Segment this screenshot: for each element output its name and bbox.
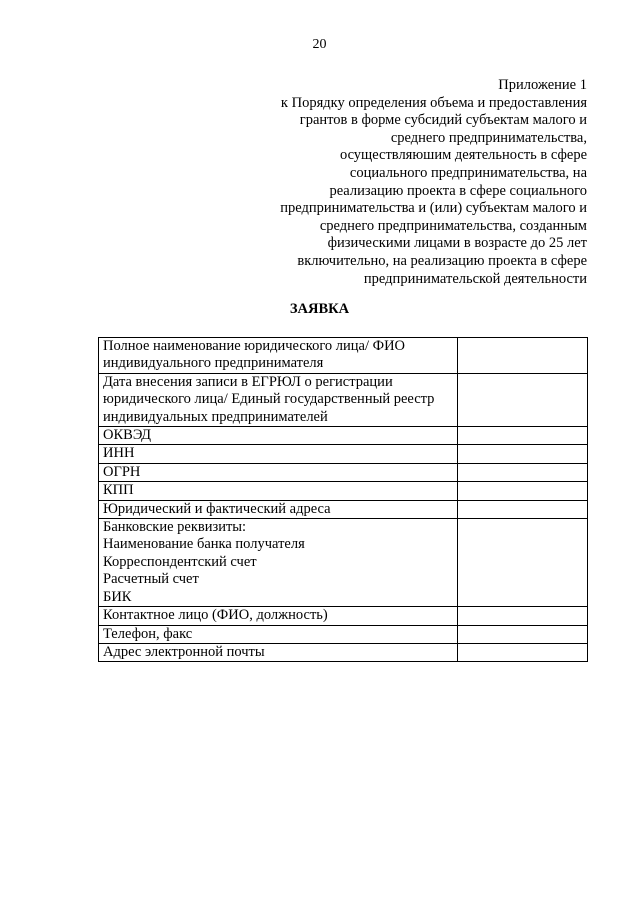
appendix-line: реализацию проекта в сфере социального bbox=[329, 182, 587, 199]
field-value-cell[interactable] bbox=[457, 427, 587, 445]
table-row bbox=[99, 607, 588, 625]
field-value-cell[interactable] bbox=[457, 625, 587, 643]
table-row bbox=[99, 625, 588, 643]
field-value-cell[interactable] bbox=[457, 482, 587, 500]
field-label: индивидуальных предпринимателей bbox=[103, 408, 328, 425]
page-number: 20 bbox=[312, 37, 327, 52]
field-label-cell bbox=[99, 519, 458, 607]
field-label: Банковские реквизиты: bbox=[103, 519, 247, 536]
field-value-cell[interactable] bbox=[457, 338, 587, 374]
field-label-cell bbox=[99, 607, 458, 625]
field-label: Телефон, факс bbox=[103, 625, 193, 642]
field-label-cell bbox=[99, 445, 458, 463]
table-row bbox=[99, 427, 588, 445]
field-label: юридического лица/ Единый государственный реестр bbox=[103, 391, 435, 408]
table-row bbox=[99, 373, 588, 426]
field-value-cell[interactable] bbox=[457, 519, 587, 607]
field-label-cell bbox=[99, 625, 458, 643]
field-label-cell bbox=[99, 463, 458, 481]
appendix-line: физическими лицами в возрасте до 25 лет bbox=[327, 235, 587, 252]
field-label-cell bbox=[99, 500, 458, 518]
field-value-cell[interactable] bbox=[457, 373, 587, 426]
field-label: КПП bbox=[103, 482, 134, 499]
field-label-cell bbox=[99, 643, 458, 661]
appendix-line: среднего предпринимательства, bbox=[390, 129, 587, 146]
field-label: Контактное лицо (ФИО, должность) bbox=[103, 607, 328, 624]
appendix-line: социального предпринимательства, на bbox=[349, 164, 587, 181]
field-label: Полное наименование юридического лица/ ФИО bbox=[103, 338, 406, 354]
appendix-line: грантов в форме субсидий субъектам малого и bbox=[299, 112, 587, 129]
table-row bbox=[99, 519, 588, 607]
field-value-cell[interactable] bbox=[457, 500, 587, 518]
field-label-cell bbox=[99, 338, 458, 374]
field-label-cell bbox=[99, 482, 458, 500]
field-label-cell bbox=[99, 373, 458, 426]
appendix-line: среднего предпринимательства, созданным bbox=[319, 217, 587, 234]
field-value-cell[interactable] bbox=[457, 445, 587, 463]
field-value-cell[interactable] bbox=[457, 607, 587, 625]
field-label: индивидуального предпринимателя bbox=[103, 355, 324, 372]
field-label: Дата внесения записи в ЕГРЮЛ о регистрации bbox=[103, 373, 393, 390]
table-row bbox=[99, 643, 588, 661]
table-row bbox=[99, 445, 588, 463]
appendix-line: предпринимательства и (или) субъектам малого и bbox=[280, 200, 587, 217]
field-label: БИК bbox=[103, 588, 132, 605]
field-label-cell bbox=[99, 427, 458, 445]
table-row bbox=[99, 338, 588, 374]
appendix-line: предпринимательской деятельности bbox=[363, 270, 587, 287]
field-value-cell[interactable] bbox=[457, 463, 587, 481]
table-row bbox=[99, 463, 588, 481]
appendix-line: к Порядку определения объема и предоставления bbox=[280, 94, 587, 111]
field-label: Корреспондентский счет bbox=[103, 553, 257, 570]
field-label: Юридический и фактический адреса bbox=[103, 500, 331, 517]
application-form-table bbox=[98, 337, 588, 662]
appendix-header bbox=[247, 77, 587, 288]
appendix-line: включительно, на реализацию проекта в сфере bbox=[297, 252, 587, 269]
field-label: Адрес электронной почты bbox=[103, 643, 265, 660]
appendix-line: осуществляюшим деятельность в сфере bbox=[339, 147, 587, 164]
table-row bbox=[99, 500, 588, 518]
table-row bbox=[99, 482, 588, 500]
field-label: ОКВЭД bbox=[103, 427, 152, 444]
field-label: Расчетный счет bbox=[103, 571, 199, 588]
document-title: ЗАЯВКА bbox=[289, 301, 350, 317]
field-label: ОГРН bbox=[103, 463, 141, 480]
field-label: ИНН bbox=[103, 445, 135, 462]
field-value-cell[interactable] bbox=[457, 643, 587, 661]
appendix-line: Приложение 1 bbox=[498, 77, 587, 93]
field-label: Наименование банка получателя bbox=[103, 536, 305, 553]
